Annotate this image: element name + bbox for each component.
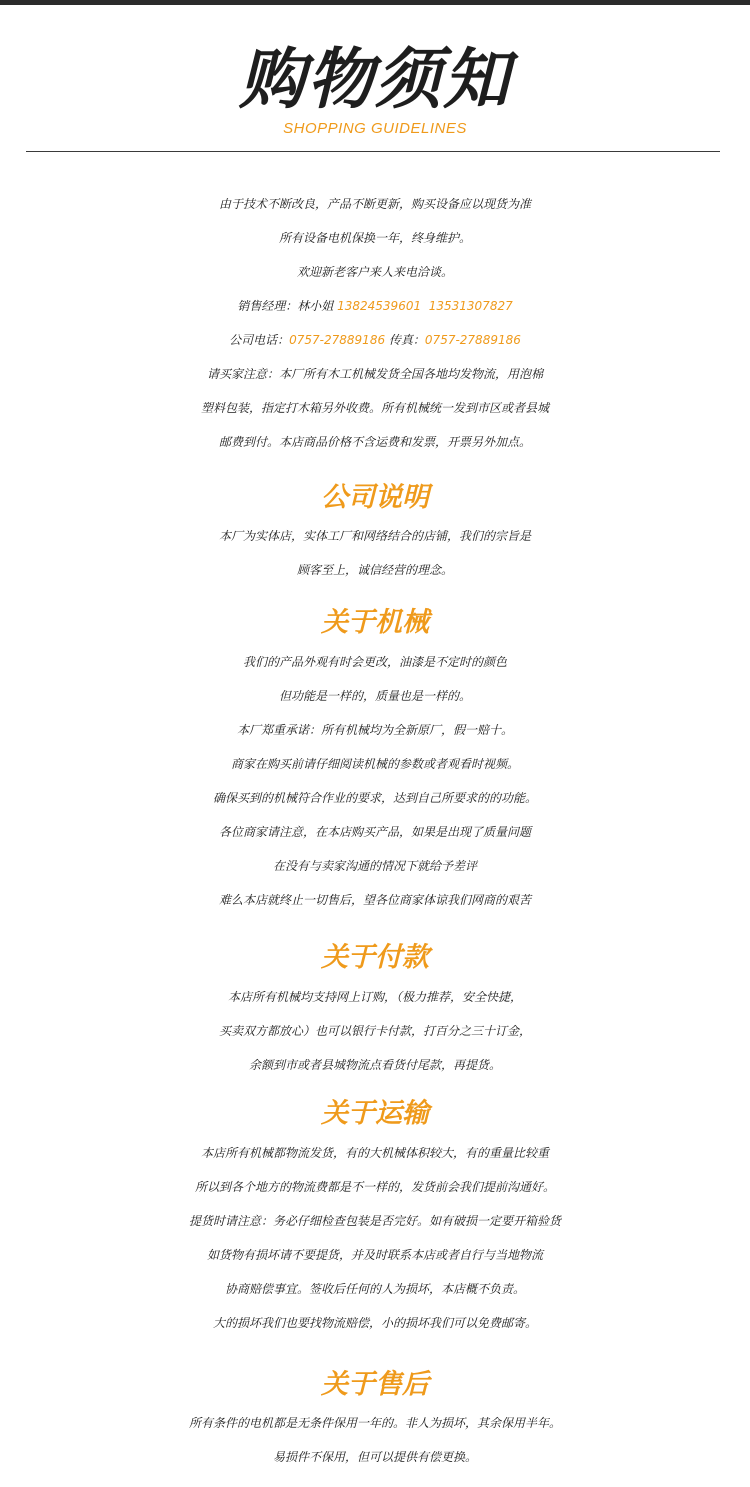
fax-label: 传真：	[385, 333, 425, 347]
section-machinery-body	[0, 645, 750, 917]
section-shipping-body	[0, 1136, 750, 1340]
section-line: 本厂郑重承诺：所有机械均为全新原厂，假一赔十。	[236, 723, 513, 737]
section-heading-aftersales: 关于售后	[321, 1369, 429, 1400]
tel-label: 公司电话：	[229, 333, 290, 347]
notice-line: 塑料包装，指定打木箱另外收费。所有机械统一发到市区或者县城	[200, 401, 549, 415]
section-line: 易损件不保用，但可以提供有偿更换。	[272, 1450, 477, 1464]
section-line: 余额到市或者县城物流点看货付尾款，再提货。	[248, 1058, 501, 1072]
section-line: 大的损坏我们也要找物流赔偿，小的损坏我们可以免费邮寄。	[212, 1316, 537, 1330]
section-payment-body	[0, 980, 750, 1082]
section-line: 本厂为实体店，实体工厂和网络结合的店铺，我们的宗旨是	[218, 529, 531, 543]
section-line: 商家在购买前请仔细阅读机械的参数或者观看时视频。	[230, 757, 519, 771]
section-line: 顾客至上，诚信经营的理念。	[296, 563, 453, 577]
section-heading-payment: 关于付款	[321, 942, 429, 973]
intro-block	[0, 187, 750, 459]
sales-phone-1: 13824539601	[337, 299, 422, 313]
section-line: 协商赔偿事宜。签收后任何的人为损坏，本店概不负责。	[224, 1282, 525, 1296]
section-line: 如货物有损坏请不要提货，并及时联系本店或者自行与当地物流	[206, 1248, 543, 1262]
section-line: 确保买到的机械符合作业的要求，达到自己所要求的的功能。	[212, 791, 537, 805]
sales-contact-line	[0, 289, 750, 323]
section-line: 但功能是一样的，质量也是一样的。	[278, 689, 471, 703]
section-line: 本店所有机械均支持网上订购，（极力推荐，安全快捷，	[227, 990, 522, 1004]
section-line: 提货时请注意：务必仔细检查包装是否完好。如有破损一定要开箱验货	[188, 1214, 561, 1228]
section-line: 各位商家请注意，在本店购买产品，如果是出现了质量问题	[218, 825, 531, 839]
section-heading-shipping: 关于运输	[321, 1098, 429, 1129]
section-company-body	[0, 519, 750, 587]
section-line: 我们的产品外观有时会更改，油漆是不定时的颜色	[242, 655, 507, 669]
section-line: 所有条件的电机都是无条件保用一年的。非人为损坏，其余保用半年。	[188, 1416, 561, 1430]
top-bar	[0, 0, 750, 5]
page-title: 购物须知	[239, 41, 511, 118]
company-tel: 0757-27889186	[289, 333, 386, 347]
section-heading-company: 公司说明	[321, 482, 429, 513]
page-subtitle: SHOPPING GUIDELINES	[283, 120, 467, 137]
company-contact-line	[0, 323, 750, 357]
intro-line: 所有设备电机保换一年，终身维护。	[278, 231, 471, 245]
company-fax: 0757-27889186	[424, 333, 521, 347]
section-heading-machinery: 关于机械	[321, 607, 429, 638]
section-line: 所以到各个地方的物流费都是不一样的，发货前会我们提前沟通好。	[194, 1180, 555, 1194]
section-aftersales-body	[0, 1406, 750, 1474]
intro-line: 欢迎新老客户来人来电洽谈。	[296, 265, 453, 279]
section-line: 本店所有机械都物流发货，有的大机械体积较大，有的重量比较重	[200, 1146, 549, 1160]
sales-label: 销售经理：林小姐	[237, 299, 334, 313]
section-line: 买卖双方都放心）也可以银行卡付款，打百分之三十订金，	[218, 1024, 531, 1038]
section-line: 在没有与卖家沟通的情况下就给予差评	[272, 859, 477, 873]
section-line: 难么本店就终止一切售后，望各位商家体谅我们网商的艰苦	[218, 893, 531, 907]
notice-line: 请买家注意：本厂所有木工机械发货全国各地均发物流，用泡棉	[206, 367, 543, 381]
notice-line: 邮费到付。本店商品价格不含运费和发票，开票另外加点。	[218, 435, 531, 449]
intro-line: 由于技术不断改良，产品不断更新，购买设备应以现货为准	[218, 197, 531, 211]
divider	[26, 151, 720, 152]
sales-phone-2: 13531307827	[428, 299, 513, 313]
